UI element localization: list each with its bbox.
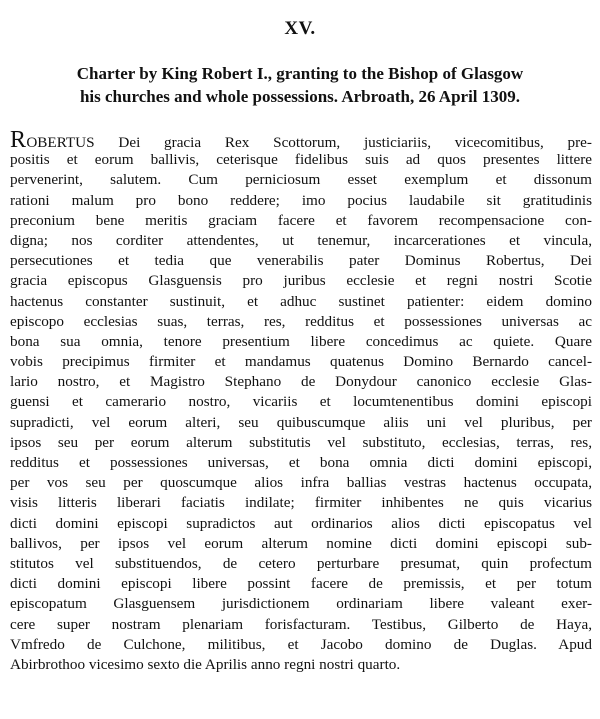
text-line: episcopatum Glasguensem jurisdictionem ordinariam libere valeant exer- xyxy=(10,595,592,613)
text-line: dicti domini episcopi libere possint facere de premissis, et per totum xyxy=(10,575,592,593)
text-line: supradicti, vel eorum alteri, seu quibuscumque aliis uni vel pluribus, per xyxy=(10,413,592,431)
text-line: episcopo ecclesias suas, terras, res, redditus et possessiones universas ac xyxy=(10,312,592,330)
text-line: positis et eorum ballivis, ceterisque fidelibus suis ad quos presentes littere xyxy=(10,151,592,169)
document-title xyxy=(10,62,590,108)
text-line: hactenus constanter sustinuit, et adhuc sustinet patienter: eidem domino xyxy=(10,292,592,310)
text-line: stitutos vel substituendos, de cetero perturbare presumat, quin profectum xyxy=(10,554,592,572)
text-line: bona sua omnia, tenore presentium libere concedimus ac quiete. Quare xyxy=(10,332,592,350)
text-line-content: OBERTUS Dei gracia Rex Scottorum, justiciariis, vicecomitibus, pre- xyxy=(26,134,592,151)
text-line: dicti domini episcopi supradictos aut ordinarios alios dicti episcopatus vel xyxy=(10,514,592,532)
text-line: redditus et possessiones universas, et bona omnia dicti domini episcopi, xyxy=(10,454,592,471)
text-line: cere super nostram plenariam forisfacturam. Testibus, Gilberto de Haya, xyxy=(10,615,592,633)
document-number: XV. xyxy=(284,18,316,39)
title-line-2: his churches and whole possessions. Arbroath, 26 April 1309. xyxy=(79,87,521,106)
text-line: Abirbrothoo vicesimo sexto die Aprilis anno regni nostri quarto. xyxy=(10,655,401,673)
title-line-1: Charter by King Robert I., granting to the Bishop of Glasgow xyxy=(76,64,524,83)
text-line: gracia episcopus Glasguensis pro juribus ecclesie et regni nostri Scotie xyxy=(10,272,592,290)
text-line: preconium bene meritis graciam facere et favorem recompensacione con- xyxy=(10,211,592,229)
text-line: lario nostro, et Magistro Stephano de Donydour canonico ecclesie Glas- xyxy=(10,373,592,391)
text-line: per vos seu per quoscumque alios infra ballias vestras hactenus occupata, xyxy=(10,474,592,492)
text-line: guensi et camerario nostro, vicariis et locumtenentibus domini episcopi xyxy=(10,393,592,411)
text-line: pervenerint, salutem. Cum perniciosum esset exemplum et dissonum xyxy=(10,171,592,189)
drop-cap: R xyxy=(10,127,27,153)
text-line: visis litteris liberari faciatis indilate; firmiter inhibentes ne quis vicarius xyxy=(10,494,592,512)
text-line: rationi malum pro bono reddere; imo pocius laudabile sit gratitudinis xyxy=(10,191,592,209)
text-line: ipsos seu per eorum alterum substitutis vel substituto, ecclesias, terras, res, xyxy=(10,433,592,451)
text-line: persecutiones et tedia que venerabilis pater Dominus Robertus, Dei xyxy=(10,252,592,270)
charter-text xyxy=(10,127,592,675)
text-line: digna; nos corditer attendentes, ut tenemur, incarcerationes et vincula, xyxy=(10,231,592,249)
text-line xyxy=(10,127,592,153)
text-line: vobis precipimus firmiter et mandamus quatenus Domino Bernardo cancel- xyxy=(10,353,592,371)
text-line: Vmfredo de Culchone, militibus, et Jacobo domino de Duglas. Apud xyxy=(10,635,592,653)
text-line: ballivos, per ipsos vel eorum alterum nomine dicti domini episcopi sub- xyxy=(10,534,592,552)
